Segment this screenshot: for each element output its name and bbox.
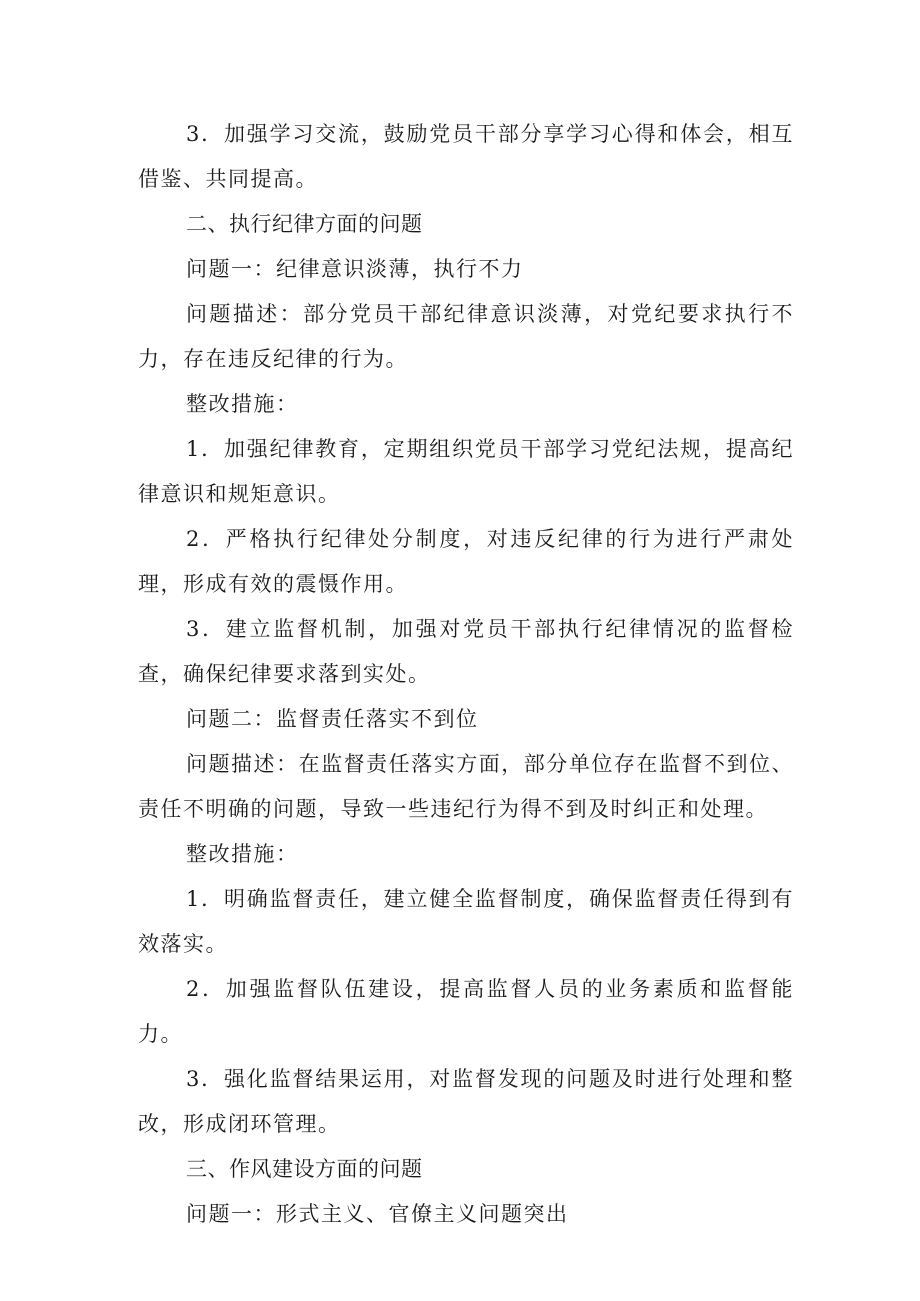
measures-label-2: 整改措施：: [186, 842, 299, 866]
measure-2-3: 3．强化监督结果运用，对监督发现的问题及时进行处理和整改，形成闭环管理。: [138, 1067, 794, 1136]
measure-2-1: 1．明确监督责任，建立健全监督制度，确保监督责任得到有效落实。: [138, 887, 794, 956]
document-body: [138, 112, 794, 1237]
problem-description-1: 问题描述：部分党员干部纪律意识淡薄，对党纪要求执行不力，存在违反纪律的行为。: [138, 302, 794, 371]
problem-title-2: 问题二：监督责任落实不到位: [186, 707, 479, 731]
paragraph-study-exchange: 3．加强学习交流，鼓励党员干部分享学习心得和体会，相互借鉴、共同提高。: [138, 122, 794, 191]
problem-description-2: 问题描述：在监督责任落实方面，部分单位存在监督不到位、责任不明确的问题，导致一些违纪行为得不到及时纠正和处理。: [138, 752, 794, 821]
measure-1-3: 3．建立监督机制，加强对党员干部执行纪律情况的监督检查，确保纪律要求落到实处。: [138, 617, 794, 686]
section-heading-discipline: 二、执行纪律方面的问题: [186, 212, 423, 236]
problem-title-1: 问题一：纪律意识淡薄，执行不力: [186, 257, 524, 281]
measure-1-2: 2．严格执行纪律处分制度，对违反纪律的行为进行严肃处理，形成有效的震慑作用。: [138, 527, 794, 596]
section-heading-work-style: 三、作风建设方面的问题: [186, 1157, 423, 1181]
measure-2-2: 2．加强监督队伍建设，提高监督人员的业务素质和监督能力。: [138, 977, 794, 1046]
measure-1-1: 1．加强纪律教育，定期组织党员干部学习党纪法规，提高纪律意识和规矩意识。: [138, 437, 794, 506]
problem-title-3: 问题一：形式主义、官僚主义问题突出: [186, 1202, 569, 1226]
measures-label-1: 整改措施：: [186, 392, 299, 416]
